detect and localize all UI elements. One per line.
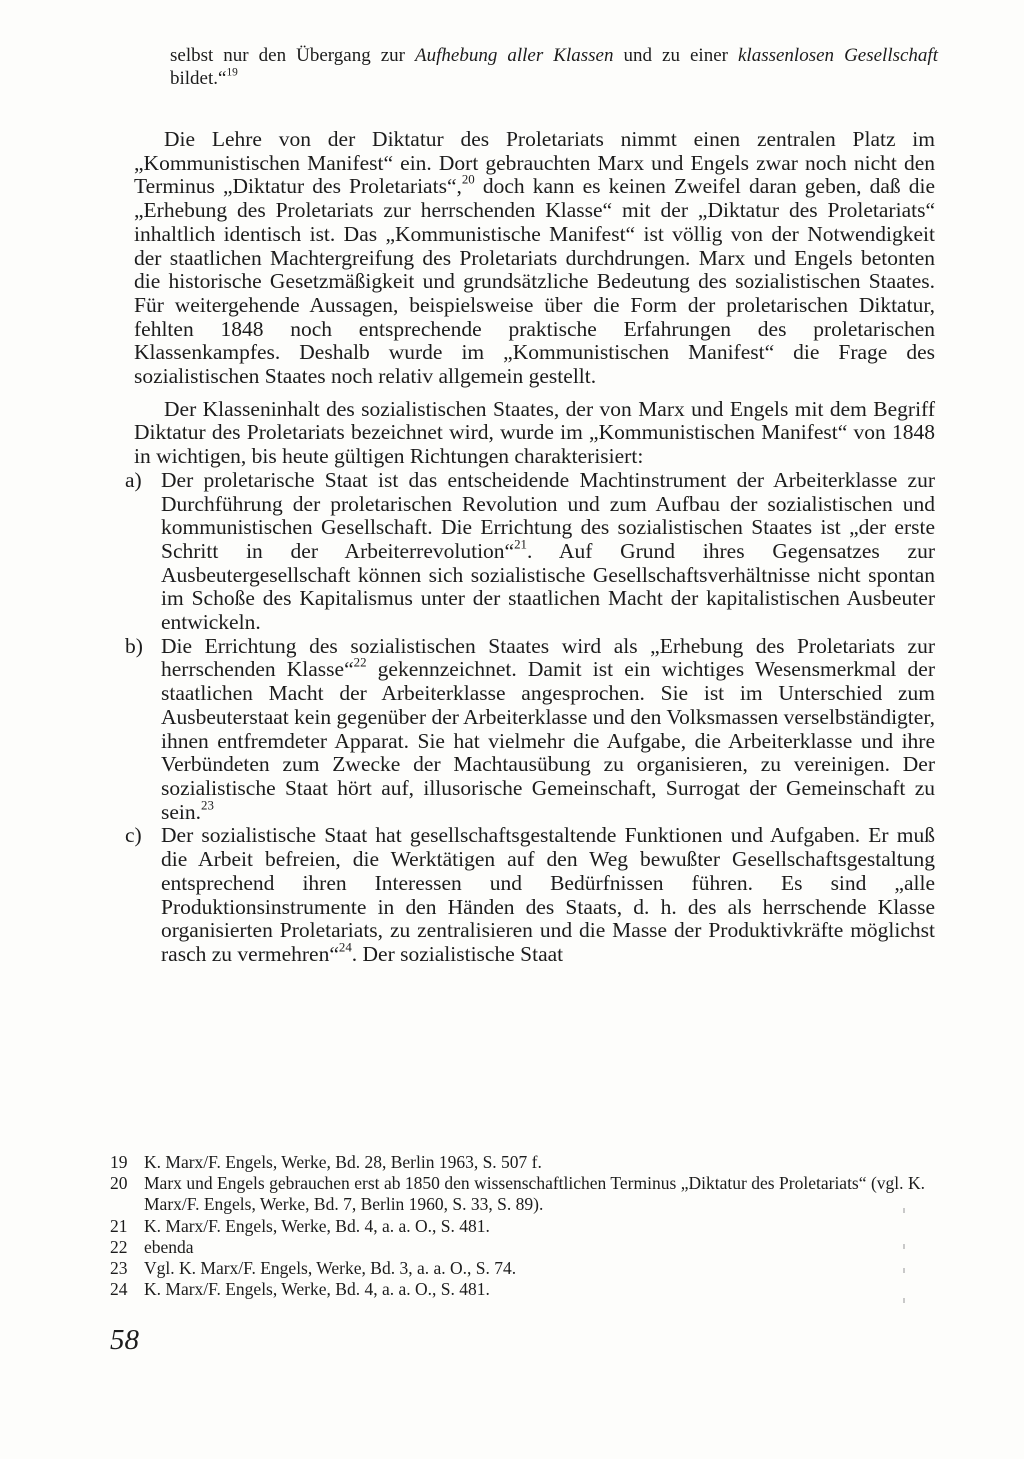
body-text (125, 127, 935, 967)
quote-emphasis: klassenlosen Gesellschaft (738, 45, 938, 66)
list-item-b (125, 633, 935, 825)
footnote-text: ebenda (144, 1236, 194, 1257)
list-marker: c) (125, 823, 142, 848)
quote-text: bildet.“ (170, 68, 227, 89)
quote-text: und zu einer (613, 45, 738, 66)
footnote-number: 22 (110, 1236, 128, 1257)
footnote-text: K. Marx/F. Engels, Werke, Bd. 28, Berlin 1963, S. 507 f. (144, 1152, 542, 1172)
footnote-number: 23 (110, 1258, 128, 1279)
quote-text: selbst nur den Übergang zur (170, 45, 416, 66)
list-marker: a) (125, 467, 142, 492)
footnote (110, 1152, 925, 1173)
paragraph-text: Die Lehre von der Diktatur des Proletariats nimmt einen zentralen Platz im „Kommunistischen Manifest“ ein. Dort gebrauchten Marx und Engels zwar noch nicht den Terminus „Diktatur des Proletariats“, (134, 127, 935, 199)
footnote (110, 1279, 925, 1300)
list-text: Der sozialistische Staat hat gesellschaftsgestaltende Funktionen und Aufgaben. Er muß die Arbeit befreien, die Werktätigen auf den Weg bewußter Gesellschaftsgestaltung entsprechend ihren Interessen und Bedürfnissen führen. Es sind „alle Produktionsinstrumente in den Händen des Staats, d. h. des als herrschende Klasse organisierten Proletariats, zu zentralisieren und die Masse der Produktivkräfte möglichst rasch zu vermehren“ (161, 823, 935, 966)
footnote-ref: 20 (461, 172, 475, 187)
list-marker: b) (125, 633, 143, 658)
footnote (110, 1173, 925, 1215)
footnote (110, 1258, 925, 1279)
scan-margin-marks (900, 1196, 910, 1326)
footnote-ref: 22 (353, 655, 367, 670)
enumerated-list (125, 467, 935, 967)
list-text: Der proletarische Staat ist das entscheidende Machtinstrument der Arbeiterklasse zur Durchführung der proletarischen Revolution und zum Aufbau der sozialistischen und kommunistischen Gesellschaft. Die Errichtung des sozialistischen Staates ist „der erste Schritt in der Arbeiterrevolution“ (161, 467, 935, 563)
footnote-ref: 21 (514, 537, 527, 552)
footnote-number: 24 (110, 1279, 128, 1300)
footnote-number: 19 (110, 1152, 128, 1172)
footnote-text: K. Marx/F. Engels, Werke, Bd. 4, a. a. O., S. 481. (144, 1279, 490, 1300)
page-number: 58 (110, 1324, 139, 1356)
paragraph (134, 128, 935, 389)
paragraph-text: Der Klasseninhalt des sozialistischen Staates, der von Marx und Engels mit dem Begriff Diktatur des Proletariats bezeichnet wird, wurde im „Kommunistischen Manifest“ von 1848 in wichtigen, bis heute gültigen Richtungen charakterisiert: (134, 396, 935, 469)
list-item-c (125, 823, 935, 966)
quote-emphasis: Aufhebung aller Klassen (415, 45, 614, 66)
scan-mark (903, 1244, 905, 1249)
footnote-number: 21 (110, 1215, 128, 1236)
list-text: gekennzeichnet. Damit ist ein wichtiges Wesensmerkmal der staatlichen Macht der Arbeiterklasse angesprochen. Sie ist im Unterschied zum Ausbeuterstaat kein gegenüber der Arbeiterklasse und den Volksmassen verselbständigter, ihnen entfremdeter Apparat. Sie hat vielmehr die Aufgabe, die Arbeiterklasse und ihre Verbündeten zum Zwecke der Machtausübung zu organisieren, zu vereinigen. Der sozialistische Staat hört auf, illusorische Gemeinschaft, Surrogat der Gemeinschaft zu sein. (161, 657, 935, 824)
footnote-ref: 24 (338, 940, 352, 955)
footnote-number: 20 (110, 1173, 128, 1194)
footnote-text: K. Marx/F. Engels, Werke, Bd. 4, a. a. O., S. 481. (144, 1215, 490, 1236)
footnote-ref: 19 (226, 66, 238, 79)
scan-mark (903, 1208, 905, 1213)
list-text: . Auf Grund ihres Gegensatzes zur Ausbeutergesellschaft können sich sozialistische Gesellschaftsverhältnisse nicht spontan im Schoße des Kapitalismus unter der staatlichen Macht der kapitalistischen Ausbeuter entwickeln. (161, 538, 935, 635)
paragraph (134, 398, 935, 469)
list-text: Die Errichtung des sozialistischen Staates wird als „Erhebung des Proletariats zur herrschenden Klasse“ (161, 633, 935, 682)
scan-mark (903, 1298, 905, 1303)
list-item-a (125, 467, 935, 635)
footnote-text: Vgl. K. Marx/F. Engels, Werke, Bd. 3, a. a. O., S. 74. (144, 1258, 517, 1279)
footnote (110, 1237, 925, 1258)
footnote-ref: 23 (201, 798, 214, 813)
paragraph-text: doch kann es keinen Zweifel daran geben, daß die „Erhebung des Proletariats zur herrschenden Klasse“ mit der „Diktatur des Proletariats“ inhaltlich identisch ist. Das „Kommunistische Manifest“ ist völlig von der Notwendigkeit der staatlichen Machtergreifung des Proletariats durchdrungen. Marx und Engels betonten die historische Gesetzmäßigkeit und grundsätzliche Bedeutung des sozialistischen Staates. Für weitergehende Aussagen, beispielsweise über die Form der proletarischen Diktatur, fehlten 1848 noch entsprechende praktische Erfahrungen des proletarischen Klassenkampfes. Deshalb wurde im „Kommunistischen Manifest“ die Frage des sozialistischen Staates noch relativ allgemein gestellt. (134, 174, 935, 389)
footnote-text: Marx und Engels gebrauchen erst ab 1850 den wissenschaftlichen Terminus „Diktatur des Proletariats“ (vgl. K. Marx/F. Engels, Werke, Bd. 7, Berlin 1960, S. 33, S. 89). (144, 1173, 925, 1215)
scan-mark (903, 1268, 905, 1273)
footnotes (110, 1152, 925, 1300)
footnote (110, 1216, 925, 1237)
list-text: . Der sozialistische Staat (351, 941, 564, 966)
quote-continuation (170, 44, 938, 90)
